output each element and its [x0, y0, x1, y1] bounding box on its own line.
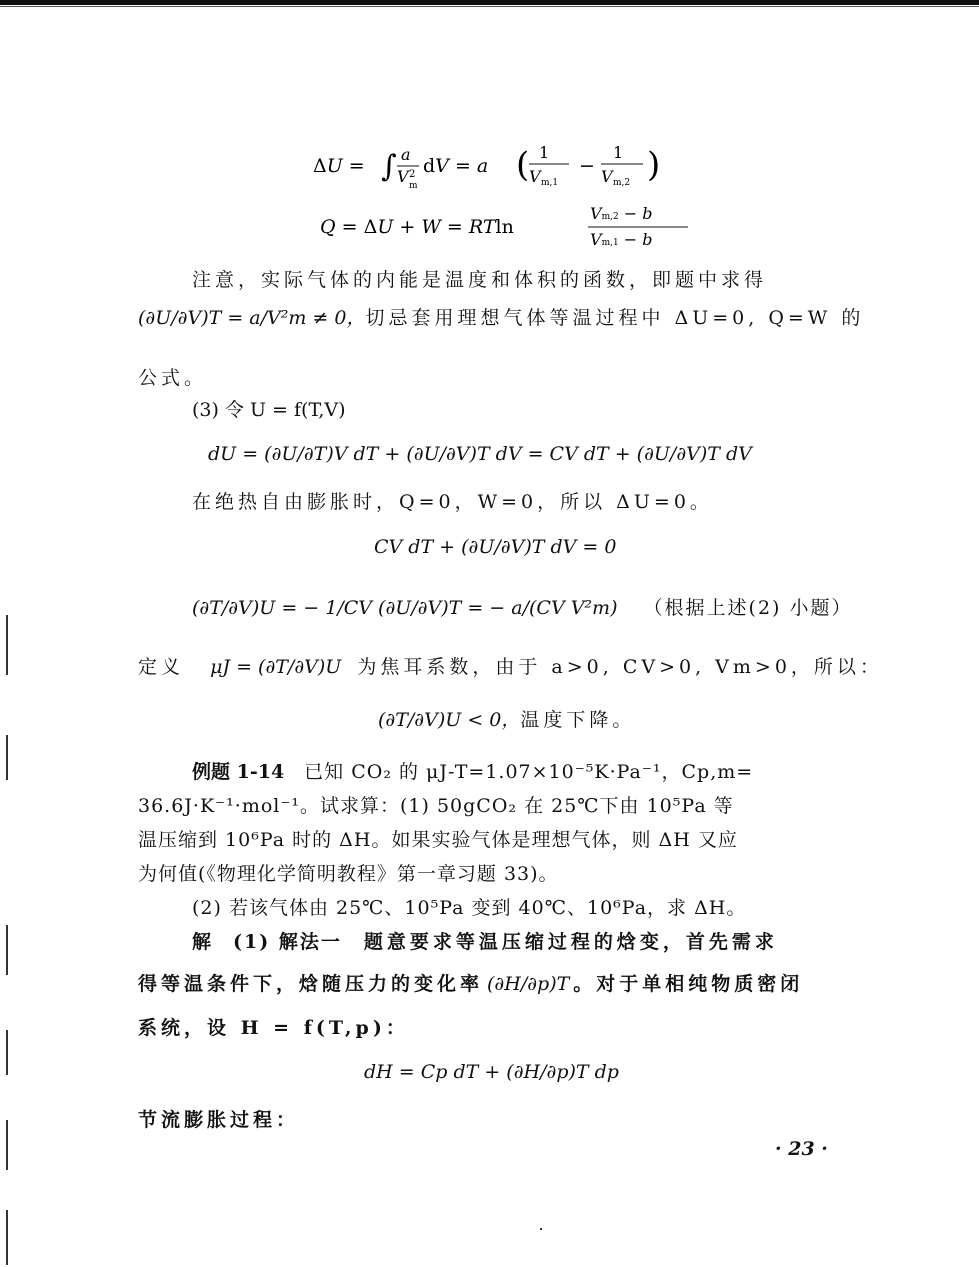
example-line	[192, 760, 753, 784]
svg-text:V: V	[601, 167, 613, 186]
example-label: 例题 1-14	[192, 761, 285, 783]
top-rule	[0, 0, 979, 5]
svg-text:m,2: m,2	[613, 178, 631, 188]
svg-text:): )	[647, 145, 661, 185]
result-expr: (∂T/∂V)U < 0，	[378, 709, 521, 731]
solution-line	[192, 930, 778, 954]
svg-text:1: 1	[613, 143, 624, 162]
page-number: · 23 ·	[775, 1138, 828, 1160]
speck	[540, 1228, 542, 1230]
equation-du: dU = (∂U/∂T)V dT + (∂U/∂V)T dV = CV dT + (∂U/∂V)T dV	[208, 443, 752, 465]
paragraph-line: 在绝热自由膨胀时，Q=0，W=0，所以 ΔU=0。	[192, 491, 713, 513]
equation-cv: CV dT + (∂U/∂V)T dV = 0	[374, 536, 617, 558]
paragraph-line-expr	[138, 306, 864, 330]
equation-dh: dH = Cp dT + (∂H/∂p)T dp	[364, 1061, 619, 1083]
svg-text:(: (	[516, 145, 530, 185]
paragraph-line: 公式。	[138, 367, 208, 389]
svg-text:Vm,2 − b: Vm,2 − b	[590, 204, 653, 223]
paragraph-text: 切忌套用理想气体等温过程中 ΔU=0, Q=W 的	[365, 307, 865, 329]
example-text: 已知 CO₂ 的 μJ-T=1.07×10⁻⁵K·Pa⁻¹，Cp,m=	[304, 761, 754, 783]
solution-line: 系统，设 H = f(T,p)：	[138, 1017, 409, 1039]
svg-text:dV = a: dV = a	[423, 155, 489, 177]
margin-mark	[6, 1030, 8, 1075]
definition-expr: μJ = (∂T/∂V)U	[210, 656, 342, 678]
equation-note: （根据上述(2) 小题）	[643, 597, 853, 619]
svg-text:−: −	[579, 155, 595, 177]
svg-text:a: a	[401, 145, 411, 164]
solution-method: (1) 解法一	[233, 931, 342, 953]
margin-mark	[6, 615, 8, 675]
solution-label: 解	[192, 931, 212, 953]
paragraph-line: 注意，实际气体的内能是温度和体积的函数，即题中求得	[192, 269, 768, 291]
solution-line: 节流膨胀过程：	[138, 1109, 300, 1131]
equation-dt-dv	[192, 596, 853, 620]
example-line: 温压缩到 10⁶Pa 时的 ΔH。如果实验气体是理想气体，则 ΔH 又应	[138, 829, 738, 851]
margin-mark	[6, 1120, 8, 1170]
margin-mark	[6, 1210, 8, 1265]
solution-text: 题意要求等温压缩过程的焓变，首先需求	[363, 931, 778, 953]
definition-line	[138, 655, 883, 679]
svg-text:Vm,1 − b: Vm,1 − b	[590, 230, 653, 249]
example-line: 为何值(《物理化学简明教程》第一章习题 33)。	[138, 863, 559, 885]
equation-dt-dv-text: (∂T/∂V)U = − 1/CV (∂U/∂V)T = − a/(CV V²m)	[192, 597, 618, 619]
result-text: 温度下降。	[520, 709, 636, 731]
svg-text:ΔU =: ΔU =	[313, 155, 365, 177]
svg-text:2: 2	[409, 169, 416, 180]
equation-q-graphic	[320, 201, 710, 251]
definition-text: 为焦耳系数，由于 a>0, CV>0, Vm>0，所以：	[357, 656, 883, 678]
solution-line	[138, 972, 803, 996]
margin-mark	[6, 735, 8, 780]
definition-label: 定义	[138, 656, 185, 678]
solution-text: 。对于单相纯物质密闭	[573, 973, 804, 995]
example-line: 36.6J·K⁻¹·mol⁻¹。试求算：(1) 50gCO₂ 在 25℃下由 10⁵Pa 等	[138, 795, 734, 817]
section-head: (3) 令 U = f(T,V)	[192, 399, 346, 421]
svg-text:V: V	[397, 167, 409, 186]
svg-text:m: m	[409, 181, 418, 191]
example-line: (2) 若该气体由 25℃、10⁵Pa 变到 40℃、10⁶Pa，求 ΔH。	[192, 897, 747, 919]
inline-expr: (∂U/∂V)T = a/V²m ≠ 0，	[138, 307, 366, 329]
svg-text:Q = ΔU + W = RTln: Q = ΔU + W = RTln	[320, 216, 514, 238]
svg-text:∫: ∫	[381, 149, 397, 184]
margin-mark	[6, 925, 8, 975]
solution-text: 得等温条件下，焓随压力的变化率	[138, 973, 484, 995]
top-rule-thin	[0, 6, 979, 7]
solution-expr: (∂H/∂p)T	[487, 973, 570, 995]
svg-text:m,1: m,1	[541, 178, 559, 188]
svg-text:V: V	[529, 167, 541, 186]
definition-result	[378, 708, 635, 732]
equation-delta-u-graphic	[313, 142, 703, 192]
svg-text:1: 1	[539, 143, 550, 162]
